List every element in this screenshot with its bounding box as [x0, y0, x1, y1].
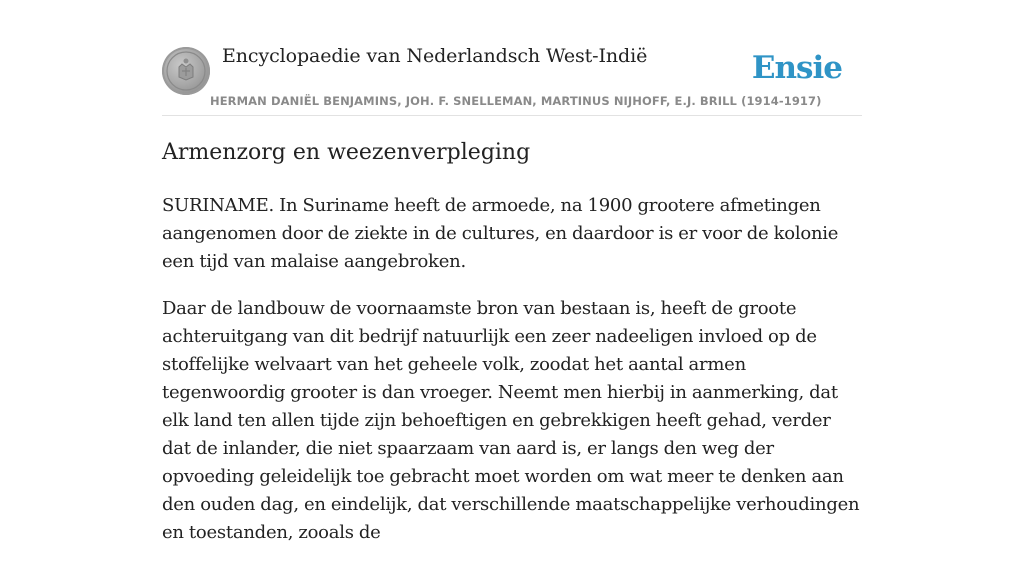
article-paragraph: SURINAME. In Suriname heeft de armoede, na 1900 grootere afmetingen aangenomen door de ziekte in de cultures, en daardoor is er voor de kolonie een tijd van malaise aangebroken.	[162, 195, 839, 272]
coin-seal-icon[interactable]	[162, 47, 210, 95]
article-title: Armenzorg en weezenverpleging	[162, 140, 531, 165]
book-title[interactable]: Encyclopaedie van Nederlandsch West-Indië	[222, 45, 648, 67]
brand-logo[interactable]: Ensie	[751, 50, 842, 86]
article-paragraph: Daar de landbouw de voornaamste bron van bestaan is, heeft de groote achteruitgang van dit bedrijf natuurlijk een zeer nadeeligen invloed op de stoffelijke welvaart van het geheele volk, zoodat het aantal armen tegenwoordig grooter is dan vroeger. Neemt men hierbij in aanmerking, dat elk land ten allen tijde zijn behoeftigen en gebrekkigen heeft gehad, verder dat de inlander, die niet spaarzaam van aard is, er langs den weg der opvoeding geleidelijk toe gebracht moet worden om wat meer te denken aan den ouden dag, en eindelijk, dat verschillende maatschappelijke verhoudingen en toestanden, zooals de	[162, 298, 860, 543]
article-body	[162, 192, 862, 566]
book-authors: HERMAN DANIËL BENJAMINS, JOH. F. SNELLEMAN, MARTINUS NIJHOFF, E.J. BRILL (1914-1917)	[210, 94, 822, 108]
header	[162, 40, 862, 116]
